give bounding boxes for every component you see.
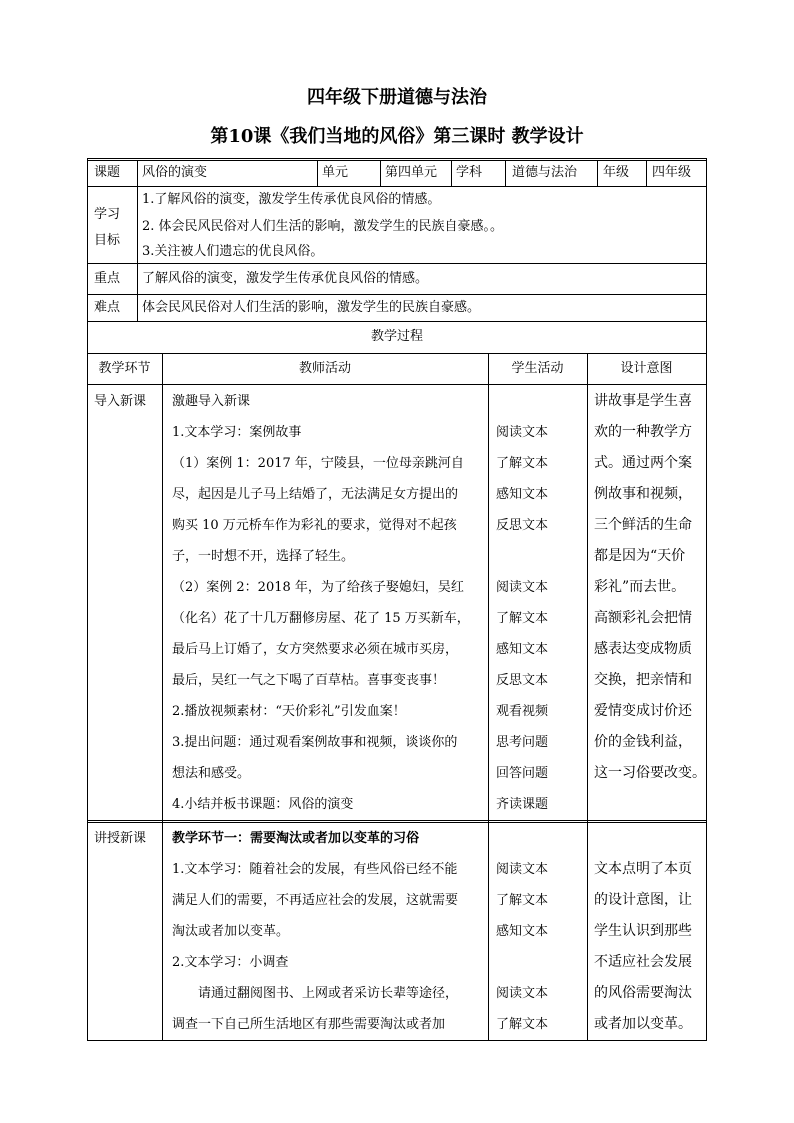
text-line: 3.提出问题：通过观看案例故事和视频，谈谈你的 xyxy=(172,735,458,750)
grade-value: 四年级 xyxy=(652,165,692,180)
doc-subtitle: 第10课《我们当地的风俗》第三课时 教学设计 xyxy=(210,126,584,147)
grade-label: 年级 xyxy=(603,165,630,180)
text-line: 三个鲜活的生命 xyxy=(594,517,692,533)
text-line: 子，一时想不开，选择了轻生。 xyxy=(172,549,355,564)
text-line: 高额彩礼会把情 xyxy=(594,610,692,626)
text-line: 思考问题 xyxy=(496,735,549,750)
text-line: 文本点明了本页 xyxy=(594,861,692,877)
text-line: 4.小结并板书课题：风俗的演变 xyxy=(172,797,354,812)
text-line: 交换，把亲情和 xyxy=(594,672,692,688)
doc-title: 四年级下册道德与法治 xyxy=(307,87,487,108)
key-point-label: 重点 xyxy=(94,271,121,286)
text-line: 的设计意图，让 xyxy=(594,892,692,908)
text-line: 阅读文本 xyxy=(496,425,549,440)
text-line: （1）案例 1：2017 年，宁陵县，一位母亲跳河自 xyxy=(172,456,464,471)
process-heading: 教学过程 xyxy=(370,329,423,344)
text-line: 2.文本学习：小调查 xyxy=(172,955,289,970)
text-line xyxy=(496,386,586,417)
text-line: 这一习俗要改变。 xyxy=(594,765,706,781)
text-line: 感知文本 xyxy=(496,924,549,939)
goals-label: 学习 xyxy=(94,207,121,222)
teacher-activity-2 xyxy=(172,823,486,1040)
text-line: 齐读课题 xyxy=(496,797,549,812)
text-line: 观看视频 xyxy=(496,704,549,719)
column-header-teacher: 教师活动 xyxy=(298,361,351,376)
text-line: 回答问题 xyxy=(496,766,549,781)
text-line: 讲故事是学生喜 xyxy=(594,393,692,409)
text-line: 阅读文本 xyxy=(496,986,549,1001)
text-line: 了解文本 xyxy=(496,1017,549,1032)
text-line: 感知文本 xyxy=(496,642,549,657)
text-line: 阅读文本 xyxy=(496,580,549,595)
design-intent-1 xyxy=(594,386,704,789)
text-line: 都是因为“天价 xyxy=(594,548,686,564)
goals-label-2: 目标 xyxy=(94,233,121,248)
text-line: 彩礼”而去世。 xyxy=(594,579,686,595)
subject-label: 学科 xyxy=(456,165,483,180)
key-point-text: 了解风俗的演变，激发学生传承优良风俗的情感。 xyxy=(142,271,429,286)
student-activity-2 xyxy=(496,823,586,1040)
text-line: 例故事和视频， xyxy=(594,486,692,502)
section-heading: 教学环节一：需要淘汰或者加以变革的习俗 xyxy=(172,831,420,846)
text-line xyxy=(496,947,586,978)
text-line: 或者加以变革。 xyxy=(594,1016,692,1032)
goal-item: 1.了解风俗的演变，激发学生传承优良风俗的情感。 xyxy=(142,192,441,207)
text-line: 学生认识到那些 xyxy=(594,923,692,939)
text-line xyxy=(496,823,586,854)
unit-value: 第四单元 xyxy=(385,165,438,180)
text-line xyxy=(496,541,586,572)
design-intent-2 xyxy=(594,854,704,1040)
text-line: （2）案例 2：2018 年，为了给孩子娶媳妇，吴红 xyxy=(172,580,464,595)
text-line: 式。通过两个案 xyxy=(594,455,692,471)
text-line: 反思文本 xyxy=(496,518,549,533)
unit-label: 单元 xyxy=(322,165,349,180)
difficulty-label: 难点 xyxy=(94,300,121,315)
text-line: 价的金钱利益， xyxy=(594,734,692,750)
text-line: 了解文本 xyxy=(496,456,549,471)
text-line: 不适应社会发展 xyxy=(594,954,692,970)
text-line: 激趣导入新课 xyxy=(172,394,251,409)
text-line: 1.文本学习：随着社会的发展，有些风俗已经不能 xyxy=(172,862,458,877)
stage-label: 讲授新课 xyxy=(94,831,147,846)
text-line: 反思文本 xyxy=(496,673,549,688)
column-header-intent: 设计意图 xyxy=(620,361,673,376)
text-line: 1.文本学习：案例故事 xyxy=(172,425,302,440)
text-line: 阅读文本 xyxy=(496,862,549,877)
text-line: 2.播放视频素材：“天价彩礼”引发血案！ xyxy=(172,704,406,719)
teacher-activity-1 xyxy=(172,386,486,820)
topic-label: 课题 xyxy=(94,165,121,180)
subject-value: 道德与法治 xyxy=(512,165,578,180)
text-line: 感知文本 xyxy=(496,487,549,502)
text-line: 尽，起因是儿子马上结婚了，无法满足女方提出的 xyxy=(172,487,459,502)
student-activity-1 xyxy=(496,386,586,820)
text-line: 爱情变成讨价还 xyxy=(594,703,692,719)
column-header-stage: 教学环节 xyxy=(98,361,151,376)
text-line: 满足人们的需要，不再适应社会的发展，这就需要 xyxy=(172,893,459,908)
text-line: 了解文本 xyxy=(496,893,549,908)
text-line: 欢的一种教学方 xyxy=(594,424,692,440)
text-line: 调查一下自己所生活地区有那些需要淘汰或者加 xyxy=(172,1017,446,1032)
text-line: （化名）花了十几万翻修房屋、花了 15 万买新车， xyxy=(172,611,470,626)
text-line: 的风俗需要淘汰 xyxy=(594,985,692,1001)
text-line: 购买 10 万元桥车作为彩礼的要求，觉得对不起孩 xyxy=(172,518,457,533)
difficulty-text: 体会民风民俗对人们生活的影响，激发学生的民族自豪感。 xyxy=(142,300,481,315)
text-line: 淘汰或者加以变革。 xyxy=(172,924,290,939)
text-line: 最后，吴红一气之下喝了百草枯。喜事变丧事！ xyxy=(172,673,446,688)
text-line: 想法和感受。 xyxy=(172,766,251,781)
text-line: 请通过翻阅图书、上网或者采访长辈等途径， xyxy=(172,986,459,1001)
topic-value: 风俗的演变 xyxy=(142,165,208,180)
text-line: 感表达变成物质 xyxy=(594,641,692,657)
column-header-student: 学生活动 xyxy=(511,361,564,376)
goal-item: 3.关注被人们遗忘的优良风俗。 xyxy=(142,244,324,259)
text-line: 了解文本 xyxy=(496,611,549,626)
stage-label: 导入新课 xyxy=(94,394,147,409)
goal-item: 2. 体会民风民俗对人们生活的影响，激发学生的民族自豪感。。 xyxy=(142,219,504,234)
text-line: 最后马上订婚了，女方突然要求必须在城市买房， xyxy=(172,642,459,657)
